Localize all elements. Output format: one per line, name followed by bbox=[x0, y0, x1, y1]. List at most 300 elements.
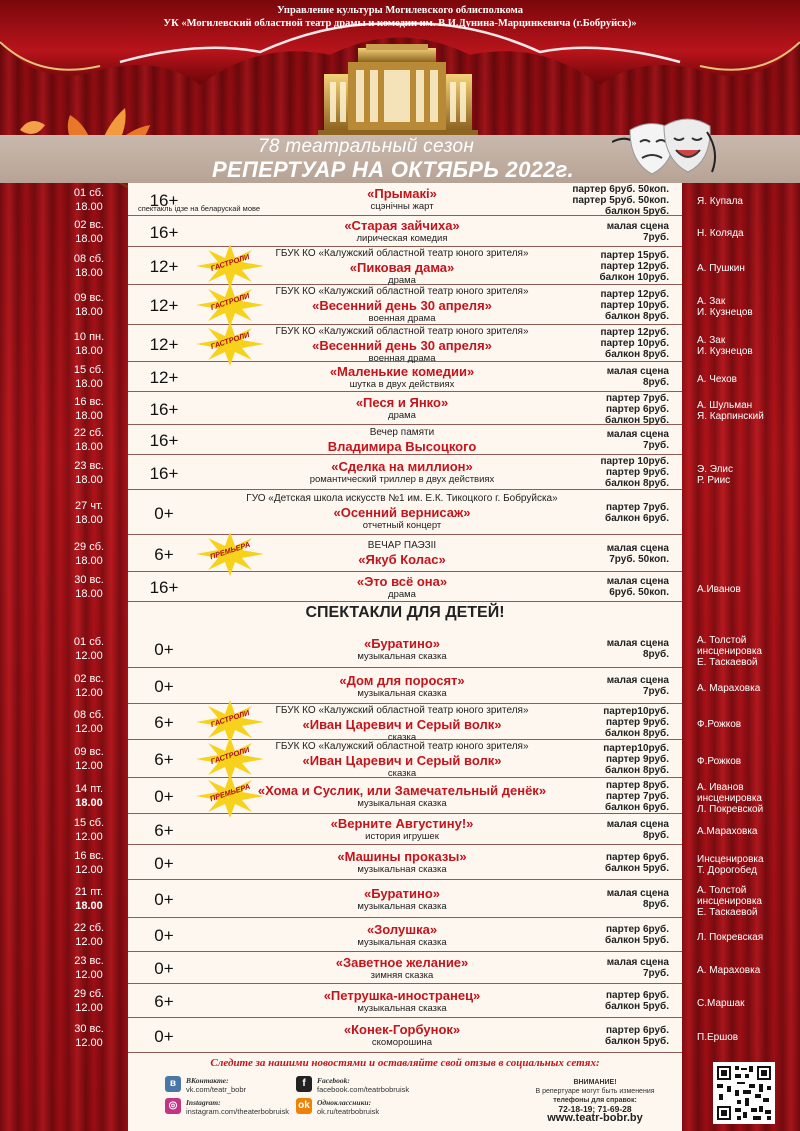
show-presenter: ГБУК КО «Калужский областной театр юного зрителя» bbox=[275, 248, 529, 259]
show-genre: романтический триллер в двух действиях bbox=[309, 474, 495, 485]
price-line: балкон 8руб. bbox=[605, 349, 669, 360]
repertoire-title: РЕПЕРТУАР НА ОКТЯБРЬ 2022г. bbox=[212, 157, 574, 182]
date-day: 16 вс. bbox=[74, 395, 104, 408]
schedule-row bbox=[0, 814, 800, 845]
date-time: 18.00 bbox=[75, 441, 103, 453]
show-genre: лирическая комедия bbox=[356, 233, 448, 244]
ticket-prices bbox=[556, 429, 669, 451]
age-rating: 0+ bbox=[154, 926, 174, 945]
date-time: 18.00 bbox=[75, 378, 103, 390]
age-rating: 0+ bbox=[154, 640, 174, 659]
price-line: балкон 6руб. bbox=[605, 512, 669, 524]
date-time: 12.00 bbox=[75, 863, 103, 876]
show-title[interactable]: «Прымакі» bbox=[367, 186, 437, 201]
price-line: 8руб. bbox=[642, 899, 669, 910]
age-rating: 0+ bbox=[154, 503, 174, 523]
price-line: партер 6руб. bbox=[606, 851, 669, 863]
show-presenter: ВЕЧАР ПАЭЗІІ bbox=[367, 540, 437, 551]
show-title[interactable]: «Хома и Суслик, или Замечательный денёк» bbox=[257, 782, 547, 798]
price-line: партер 9руб. bbox=[606, 716, 669, 728]
price-line: партер 8руб. bbox=[606, 779, 669, 791]
price-line: балкон 5руб. bbox=[605, 1035, 669, 1047]
price-line: балкон 5руб. bbox=[605, 862, 669, 874]
show-info bbox=[196, 922, 608, 949]
ticket-prices bbox=[556, 327, 669, 360]
date-day: 15 сб. bbox=[73, 364, 105, 376]
price-line: партер 5руб. 50коп. bbox=[572, 195, 669, 206]
price-line: 8руб. bbox=[642, 829, 669, 841]
date-day: 14 пт. bbox=[74, 783, 104, 795]
date-time: 18.00 bbox=[75, 473, 103, 486]
show-title[interactable]: «Верните Августину!» bbox=[330, 816, 474, 831]
date-cell bbox=[52, 849, 126, 877]
author-credit bbox=[697, 826, 797, 837]
author-line: А. Чехов bbox=[697, 373, 737, 385]
show-title[interactable]: «Песя и Янко» bbox=[355, 395, 449, 410]
show-genre: музыкальная сказка bbox=[357, 650, 447, 662]
author-credit bbox=[697, 782, 797, 815]
header-line2: УК «Могилевский областной театр драмы и комедии им. В.И.Дунина-Марцинкевича (г.Бобруйск)» bbox=[163, 18, 637, 29]
author-line: инсценировка bbox=[697, 895, 762, 907]
facebook-icon[interactable]: f bbox=[296, 1076, 312, 1092]
ticket-prices bbox=[556, 543, 669, 565]
show-title[interactable]: «Конек-Горбунок» bbox=[343, 1022, 461, 1037]
ticket-prices bbox=[556, 456, 669, 489]
show-presenter: ГУО «Детская школа искусств №1 им. Е.К. Тикоцкого г. Бобруйска» bbox=[246, 493, 558, 504]
author-line: А. Мараховка bbox=[697, 682, 761, 694]
price-line: партер 15руб. bbox=[600, 249, 669, 261]
schedule-row bbox=[0, 325, 800, 362]
author-line: Е. Таскаевой bbox=[697, 656, 758, 668]
odnoklassniki-icon[interactable]: ok bbox=[296, 1098, 312, 1114]
show-title[interactable]: «Буратино» bbox=[363, 885, 440, 901]
stamp-label: ГАСТРОЛИ bbox=[209, 291, 251, 313]
theater-building-logo bbox=[318, 44, 478, 136]
author-credit bbox=[697, 998, 797, 1009]
show-info bbox=[196, 1022, 608, 1049]
author-line: А.Мараховка bbox=[697, 826, 758, 837]
date-cell bbox=[52, 782, 126, 810]
price-line: малая сцена bbox=[606, 957, 669, 968]
author-line: Ф.Рожков bbox=[697, 718, 742, 730]
show-title[interactable]: «Сделка на миллион» bbox=[331, 459, 473, 474]
row-divider bbox=[128, 601, 682, 602]
price-line: малая сцена bbox=[606, 542, 669, 554]
price-line: 7руб. bbox=[642, 440, 669, 451]
age-rating: 6+ bbox=[154, 544, 174, 564]
author-line: А. Пушкин bbox=[697, 262, 745, 274]
author-line: Т. Дорогобед bbox=[697, 864, 757, 876]
show-genre: зимняя сказка bbox=[370, 969, 434, 981]
show-genre: музыкальная сказка bbox=[357, 864, 447, 875]
date-time: 18.00 bbox=[75, 900, 103, 912]
theater-masks-icon bbox=[612, 112, 722, 194]
price-line: партер 6руб. bbox=[606, 1024, 669, 1036]
age-rating: 0+ bbox=[154, 853, 174, 873]
date-day: 02 вс. bbox=[74, 673, 104, 685]
author-line: Е. Таскаевой bbox=[697, 906, 758, 918]
author-line: А. Шульман bbox=[697, 399, 753, 411]
price-line: малая сцена bbox=[606, 429, 669, 440]
author-line: П.Ершов bbox=[697, 1032, 739, 1043]
ticket-prices bbox=[556, 221, 669, 243]
age-rating: 16+ bbox=[149, 431, 179, 450]
show-info bbox=[196, 427, 608, 454]
age-rating: 0+ bbox=[154, 1026, 174, 1046]
date-cell bbox=[52, 635, 126, 663]
attention-label: ВНИМАНИЕ! bbox=[573, 1079, 617, 1086]
date-day: 30 вс. bbox=[74, 574, 104, 586]
author-line: Р. Риис bbox=[697, 474, 731, 486]
author-line: А. Зак bbox=[697, 296, 726, 307]
vk-url: vk.com/teatr_bobr bbox=[186, 1085, 247, 1094]
show-presenter: Вечер памяти bbox=[369, 426, 435, 438]
price-line: балкон 5руб. bbox=[605, 1001, 669, 1012]
show-genre: драма bbox=[388, 275, 416, 286]
date-time: 18.00 bbox=[75, 797, 103, 809]
author-credit bbox=[697, 756, 797, 767]
schedule-row bbox=[0, 535, 800, 572]
author-line: А. Зак bbox=[697, 334, 726, 346]
qr-code[interactable] bbox=[713, 1062, 775, 1124]
author-line: А.Иванов bbox=[697, 583, 741, 595]
date-cell bbox=[52, 816, 126, 844]
ticket-prices bbox=[556, 393, 669, 426]
schedule-row bbox=[0, 1018, 800, 1053]
show-title[interactable]: «Пиковая дама» bbox=[349, 260, 455, 275]
stamp-label: ГАСТРОЛИ bbox=[209, 252, 251, 274]
date-cell bbox=[52, 291, 126, 319]
date-day: 15 сб. bbox=[73, 816, 105, 829]
show-title[interactable]: «Иван Царевич и Серый волк» bbox=[302, 717, 502, 732]
author-credit bbox=[697, 335, 797, 357]
price-line: 8руб. bbox=[642, 377, 669, 388]
date-cell bbox=[52, 672, 126, 700]
price-line: партер 7руб. bbox=[606, 393, 669, 404]
show-genre: сказка bbox=[387, 732, 417, 743]
price-line: партер 6руб. bbox=[606, 924, 669, 935]
language-note: спектакль ідзе на беларускай мове bbox=[137, 204, 261, 213]
date-day: 08 сб. bbox=[73, 253, 105, 265]
facebook-link[interactable] bbox=[317, 1076, 409, 1094]
age-rating: 16+ bbox=[149, 578, 179, 597]
price-line: 7руб. 50коп. bbox=[609, 553, 669, 565]
price-line: 7руб. bbox=[642, 968, 669, 979]
ticket-prices bbox=[556, 924, 669, 946]
author-line: инсценировка bbox=[697, 792, 762, 804]
show-info bbox=[196, 459, 608, 486]
price-line: партер 12руб. bbox=[600, 327, 669, 338]
show-title[interactable]: «Иван Царевич и Серый волк» bbox=[302, 753, 502, 768]
date-time: 18.00 bbox=[75, 267, 103, 279]
price-line: партер 10руб. bbox=[600, 456, 669, 467]
age-rating: 6+ bbox=[154, 820, 174, 840]
price-line: балкон 5руб. bbox=[605, 415, 669, 426]
price-line: партер 7руб. bbox=[606, 790, 669, 802]
date-day: 09 вс. bbox=[74, 746, 104, 758]
schedule-row bbox=[0, 362, 800, 392]
price-line: партер10руб. bbox=[603, 705, 669, 717]
show-title[interactable]: «Старая зайчиха» bbox=[344, 218, 460, 233]
show-genre: музыкальная сказка bbox=[357, 936, 447, 948]
date-cell bbox=[52, 426, 126, 454]
website-link[interactable]: www.teatr-bobr.by bbox=[547, 1112, 643, 1124]
price-line: балкон 8руб. bbox=[605, 764, 669, 776]
schedule-row bbox=[0, 247, 800, 285]
instagram-link[interactable] bbox=[186, 1098, 289, 1116]
price-line: малая сцена bbox=[606, 675, 669, 686]
schedule-row bbox=[0, 183, 800, 216]
ticket-prices bbox=[556, 366, 669, 388]
author-line: И. Кузнецов bbox=[697, 345, 753, 357]
schedule-row bbox=[0, 668, 800, 704]
author-line: И. Кузнецов bbox=[697, 307, 753, 318]
price-line: партер 7руб. bbox=[606, 501, 669, 513]
schedule-row bbox=[0, 630, 800, 668]
price-line: 7руб. bbox=[642, 686, 669, 697]
author-credit bbox=[697, 885, 797, 918]
age-rating: 6+ bbox=[154, 992, 174, 1011]
show-genre: шутка в двух действиях bbox=[349, 378, 455, 390]
date-time: 12.00 bbox=[75, 1002, 103, 1014]
show-presenter: ГБУК КО «Калужский областной театр юного зрителя» bbox=[275, 705, 529, 716]
date-cell bbox=[52, 540, 126, 568]
date-time: 18.00 bbox=[75, 554, 103, 567]
price-line: балкон 5руб. bbox=[605, 935, 669, 946]
price-line: балкон 8руб. bbox=[605, 478, 669, 489]
price-line: партер 6руб. 50коп. bbox=[572, 184, 669, 195]
show-info bbox=[196, 395, 608, 422]
author-line: Э. Элис bbox=[697, 463, 734, 475]
date-day: 10 пн. bbox=[73, 330, 105, 343]
author-credit bbox=[697, 296, 797, 318]
show-title[interactable]: «Дом для поросят» bbox=[339, 672, 465, 688]
instagram-icon[interactable]: ◎ bbox=[165, 1098, 181, 1114]
vk-name: ВКонтакте: bbox=[186, 1076, 229, 1085]
date-time: 12.00 bbox=[75, 936, 103, 948]
ticket-prices bbox=[556, 1025, 669, 1047]
show-genre: отчетный концерт bbox=[362, 520, 442, 531]
show-genre: драма bbox=[388, 588, 416, 600]
date-day: 23 вс. bbox=[74, 459, 104, 472]
date-cell bbox=[52, 573, 126, 601]
age-rating: 16+ bbox=[149, 190, 179, 210]
price-line: партер 12руб. bbox=[600, 260, 669, 272]
age-rating: 12+ bbox=[149, 334, 179, 354]
date-day: 22 сб. bbox=[73, 427, 105, 439]
show-title[interactable]: «Якуб Колас» bbox=[358, 552, 446, 567]
show-title[interactable]: «Золушка» bbox=[366, 921, 438, 937]
schedule-row bbox=[0, 285, 800, 325]
premiere-stamp bbox=[196, 774, 264, 818]
price-line: партер 10руб. bbox=[600, 299, 669, 311]
schedule-row bbox=[0, 704, 800, 743]
date-time: 12.00 bbox=[75, 969, 103, 981]
author-credit bbox=[697, 196, 797, 207]
author-line: Л. Покревская bbox=[697, 931, 764, 943]
show-title[interactable]: «Весенний день 30 апреля» bbox=[312, 298, 492, 313]
date-time: 12.00 bbox=[75, 687, 103, 699]
show-title[interactable]: «Это всё она» bbox=[356, 573, 448, 589]
price-line: 8руб. bbox=[642, 649, 669, 660]
ticket-prices bbox=[556, 780, 669, 813]
show-title[interactable]: «Петрушка-иностранец» bbox=[323, 987, 481, 1003]
price-line: балкон 5руб. bbox=[605, 206, 669, 217]
vk-link[interactable] bbox=[186, 1076, 246, 1094]
show-title[interactable]: «Осенний вернисаж» bbox=[333, 505, 471, 520]
fb-url: facebook.com/teatrbobruisk bbox=[317, 1085, 410, 1094]
date-day: 09 вс. bbox=[74, 292, 104, 304]
ticket-prices bbox=[556, 576, 669, 598]
date-cell bbox=[52, 186, 126, 214]
author-line: А. Мараховка bbox=[697, 964, 761, 976]
date-cell bbox=[52, 745, 126, 773]
show-info bbox=[196, 218, 608, 245]
phone-numbers: 72-18-19; 71-69-28 bbox=[558, 1104, 632, 1114]
price-line: партер 12руб. bbox=[600, 288, 669, 300]
age-rating: 12+ bbox=[149, 368, 179, 387]
price-line: партер 10руб. bbox=[600, 338, 669, 349]
show-title[interactable]: «Буратино» bbox=[363, 635, 440, 651]
date-time: 12.00 bbox=[75, 760, 103, 772]
tour-stamp bbox=[196, 322, 264, 366]
price-line: балкон 10руб. bbox=[599, 271, 669, 283]
author-line: Л. Покревской bbox=[697, 803, 764, 815]
ticket-prices bbox=[556, 888, 669, 910]
age-rating: 16+ bbox=[149, 463, 179, 483]
odnoklassniki-link[interactable] bbox=[317, 1098, 379, 1116]
changes-note: В репертуаре могут быть изменения bbox=[535, 1088, 655, 1095]
show-title[interactable]: «Машины проказы» bbox=[337, 849, 467, 864]
stamp-label: ПРЕМЬЕРА bbox=[208, 781, 252, 804]
show-info bbox=[196, 816, 608, 843]
show-genre: история игрушек bbox=[365, 831, 439, 842]
price-line: партер 6руб. bbox=[606, 990, 669, 1001]
show-info bbox=[196, 955, 608, 982]
ok-name: Одноклассники: bbox=[317, 1098, 372, 1107]
show-genre: музыкальная сказка bbox=[357, 797, 447, 809]
date-day: 16 вс. bbox=[74, 849, 104, 862]
author-line: С.Маршак bbox=[697, 997, 745, 1009]
date-time: 12.00 bbox=[75, 830, 103, 843]
schedule-row bbox=[0, 425, 800, 455]
date-time: 12.00 bbox=[75, 723, 103, 735]
author-credit bbox=[697, 854, 797, 876]
date-day: 29 сб. bbox=[73, 988, 105, 1000]
author-line: Я. Карпинский bbox=[697, 410, 764, 422]
schedule-row bbox=[0, 880, 800, 918]
ticket-prices bbox=[556, 502, 669, 524]
author-line: А. Иванов bbox=[697, 781, 744, 793]
date-cell bbox=[52, 395, 126, 423]
author-line: Н. Коляда bbox=[697, 228, 744, 239]
schedule-row bbox=[0, 778, 800, 814]
kids-heading: СПЕКТАКЛИ ДЛЯ ДЕТЕЙ! bbox=[305, 604, 505, 621]
schedule-row bbox=[0, 952, 800, 984]
age-rating: 0+ bbox=[154, 890, 174, 909]
show-genre: военная драма bbox=[368, 353, 436, 364]
date-cell bbox=[52, 459, 126, 487]
date-day: 27 чт. bbox=[75, 499, 103, 512]
ticket-prices bbox=[556, 743, 669, 776]
show-info bbox=[196, 886, 608, 913]
age-rating: 0+ bbox=[154, 677, 174, 696]
stamp-label: ПРЕМЬЕРА bbox=[208, 539, 252, 561]
date-cell bbox=[52, 363, 126, 391]
date-day: 08 сб. bbox=[73, 709, 105, 721]
ticket-prices bbox=[556, 852, 669, 874]
show-title[interactable]: Владимира Высоцкого bbox=[327, 438, 477, 454]
season-label: 78 театральный сезон bbox=[258, 136, 475, 157]
show-title[interactable]: «Весенний день 30 апреля» bbox=[312, 338, 492, 353]
schedule-row bbox=[0, 845, 800, 880]
ticket-prices bbox=[556, 957, 669, 979]
author-credit bbox=[697, 683, 797, 694]
price-line: малая сцена bbox=[606, 888, 669, 899]
price-line: малая сцена bbox=[606, 818, 669, 830]
date-cell bbox=[52, 218, 126, 246]
show-info bbox=[196, 636, 608, 663]
ig-name: Instagram: bbox=[186, 1098, 221, 1107]
show-title[interactable]: «Заветное желание» bbox=[335, 954, 469, 970]
ticket-prices bbox=[556, 250, 669, 283]
schedule-row bbox=[0, 216, 800, 247]
author-credit bbox=[697, 584, 797, 595]
schedule-row bbox=[0, 490, 800, 535]
ticket-prices bbox=[556, 638, 669, 660]
age-rating: 0+ bbox=[154, 959, 174, 978]
vk-icon[interactable]: в bbox=[165, 1076, 181, 1092]
author-credit bbox=[697, 965, 797, 976]
author-credit bbox=[697, 635, 797, 668]
show-genre: драма bbox=[388, 410, 416, 421]
ig-url: instagram.com/theaterbobruisk bbox=[186, 1107, 289, 1116]
price-line: партер 6руб. bbox=[606, 404, 669, 415]
date-time: 18.00 bbox=[75, 409, 103, 422]
schedule-row bbox=[0, 455, 800, 490]
show-genre: военная драма bbox=[368, 313, 436, 324]
author-credit bbox=[697, 932, 797, 943]
show-info bbox=[196, 673, 608, 700]
date-cell bbox=[52, 330, 126, 358]
ticket-prices bbox=[556, 675, 669, 697]
tour-stamp bbox=[196, 283, 264, 327]
header-line1: Управление культуры Могилевского облисполкома bbox=[277, 5, 523, 16]
date-time: 18.00 bbox=[75, 306, 103, 318]
date-day: 29 сб. bbox=[73, 540, 105, 553]
show-info bbox=[196, 574, 608, 601]
author-credit bbox=[697, 719, 797, 730]
author-credit bbox=[697, 464, 797, 486]
show-genre: сцэнічны жарт bbox=[370, 201, 434, 212]
date-time: 12.00 bbox=[75, 650, 103, 662]
phones-label: телефоны для справок: bbox=[553, 1097, 637, 1104]
show-genre: музыкальная сказка bbox=[357, 1002, 447, 1014]
show-info bbox=[196, 364, 608, 391]
age-rating: 6+ bbox=[154, 750, 174, 769]
date-cell bbox=[52, 885, 126, 913]
author-line: Ф.Рожков bbox=[697, 755, 742, 767]
date-time: 12.00 bbox=[75, 1036, 103, 1049]
price-line: балкон 8руб. bbox=[605, 727, 669, 739]
show-info bbox=[196, 186, 608, 213]
date-day: 02 вс. bbox=[74, 218, 104, 231]
show-title[interactable]: «Маленькие комедии» bbox=[329, 363, 475, 379]
stamp-label: ГАСТРОЛИ bbox=[209, 745, 251, 767]
header-org bbox=[0, 4, 800, 30]
age-rating: 12+ bbox=[149, 257, 179, 276]
date-day: 23 вс. bbox=[74, 955, 104, 967]
